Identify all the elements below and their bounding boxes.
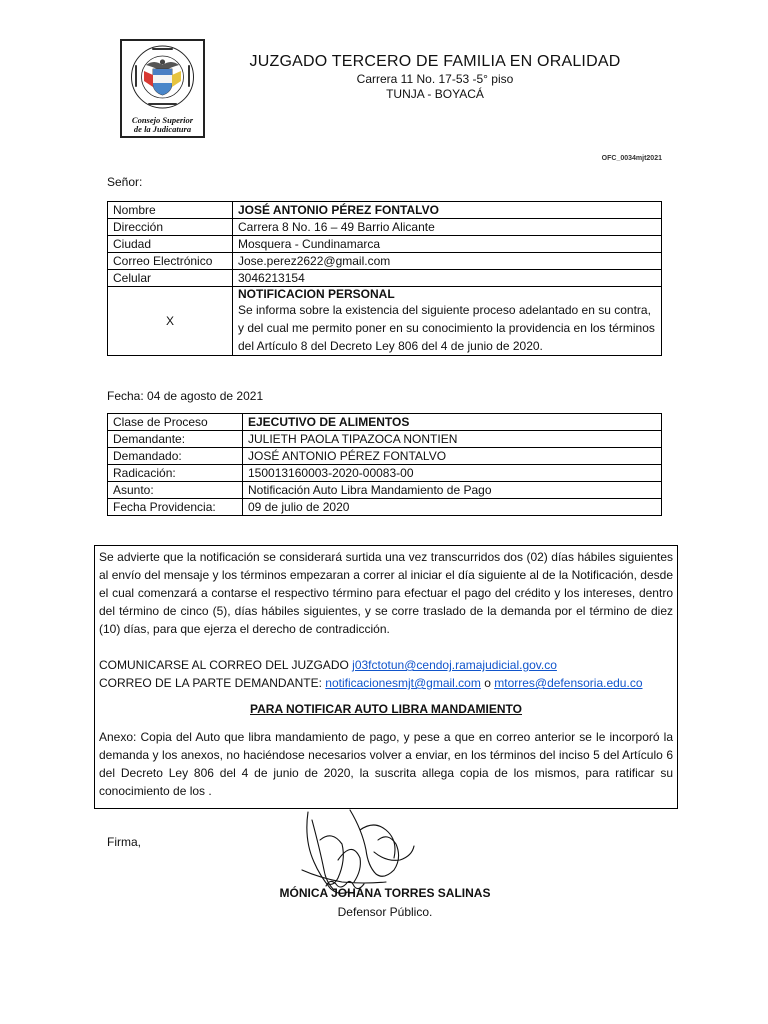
seal-text: RAMA JUDICIAL · REPÚBLICA DE COLOMBIA	[162, 44, 184, 45]
notice-box	[94, 545, 678, 809]
table-row	[108, 414, 662, 431]
process-label: Demandado:	[108, 448, 243, 465]
process-label: Demandante:	[108, 431, 243, 448]
recipient-label: Ciudad	[108, 236, 233, 253]
court-email-label: COMUNICARSE AL CORREO DEL JUZGADO	[99, 658, 349, 672]
judiciary-logo	[120, 39, 205, 138]
recipient-label: Celular	[108, 270, 233, 287]
recipient-value: Jose.perez2622@gmail.com	[233, 253, 662, 270]
process-value: 150013160003-2020-00083-00	[243, 465, 662, 482]
recipient-label: Nombre	[108, 202, 233, 219]
table-row	[108, 448, 662, 465]
process-value: JULIETH PAOLA TIPAZOCA NONTIEN	[243, 431, 662, 448]
table-row	[108, 253, 662, 270]
notification-mark: X	[108, 287, 233, 356]
recipient-value: JOSÉ ANTONIO PÉREZ FONTALVO	[233, 202, 662, 219]
process-value: JOSÉ ANTONIO PÉREZ FONTALVO	[243, 448, 662, 465]
notice-heading: PARA NOTIFICAR AUTO LIBRA MANDAMIENTO	[250, 702, 522, 716]
notice-paragraph: Se advierte que la notificación se considerará surtida una vez transcurridos dos (02) días hábiles siguientes al envío del mensaje y los términos empezaran a correr al iniciar el día siguiente al de la Notificación, desde el cual comenzará a contarse el respectivo término para efectuar el pago del crédito y los intereses, dentro del término de cinco (5), días hábiles siguientes, y se corre traslado de la demanda por el término de diez (10) días, para que ejerza el derecho de contradicción.	[99, 550, 673, 636]
table-row	[108, 219, 662, 236]
table-row	[108, 499, 662, 516]
process-value: 09 de julio de 2020	[243, 499, 662, 516]
plaintiff-email-line	[99, 674, 673, 692]
court-address: Carrera 11 No. 17-53 -5° piso	[356, 72, 514, 86]
date-line: Fecha: 04 de agosto de 2021	[107, 389, 264, 403]
signer-name: MÓNICA JOHANA TORRES SALINAS	[279, 886, 491, 900]
process-label: Radicación:	[108, 465, 243, 482]
plaintiff-email-link-2[interactable]: mtorres@defensoria.edu.co	[494, 676, 643, 690]
annex-paragraph: Anexo: Copia del Auto que libra mandamiento de pago, y pese a que en correo anterior se le incorporó la demanda y los anexos, no haciéndose necesarios volver a enviar, en los términos del inciso 5 del Artículo 6 del Decreto Ley 806 del 4 de junio de 2020, la suscrita allega copia de los mismos, para ratificar su conocimiento de los .	[99, 730, 673, 798]
salutation: Señor:	[107, 175, 143, 189]
court-title: JUZGADO TERCERO DE FAMILIA EN ORALIDAD	[249, 53, 621, 70]
or-text: o	[484, 676, 491, 690]
signature-label: Firma,	[107, 835, 141, 849]
plaintiff-email-link-1[interactable]: notificacionesmjt@gmail.com	[325, 676, 481, 690]
table-row	[108, 465, 662, 482]
recipient-table	[107, 201, 662, 356]
logo-caption-line-2: de la Judicatura	[133, 124, 192, 134]
process-table	[107, 413, 662, 516]
process-value: EJECUTIVO DE ALIMENTOS	[243, 414, 662, 431]
recipient-value: Mosquera - Cundinamarca	[233, 236, 662, 253]
table-row	[108, 482, 662, 499]
notification-text: Se informa sobre la existencia del siguiente proceso adelantado en su contra, y del cual me permito poner en su conocimiento la providencia en los términos del Artículo 8 del Decreto Ley 806 del 4 de junio de 2020.	[238, 303, 655, 353]
court-email-link[interactable]: j03fctotun@cendoj.ramajudicial.gov.co	[352, 658, 557, 672]
table-row	[108, 287, 662, 356]
court-city: TUNJA - BOYACÁ	[386, 87, 484, 101]
recipient-label: Correo Electrónico	[108, 253, 233, 270]
notification-title: NOTIFICACION PERSONAL	[238, 287, 395, 301]
reference-code: OFC_0034mjt2021	[601, 155, 662, 162]
court-email-line	[99, 656, 673, 674]
process-label: Fecha Providencia:	[108, 499, 243, 516]
notification-cell	[233, 287, 662, 356]
recipient-label: Dirección	[108, 219, 233, 236]
process-value: Notificación Auto Libra Mandamiento de Pago	[243, 482, 662, 499]
logo-caption-line-1: Consejo Superior	[131, 115, 194, 125]
recipient-value: Carrera 8 No. 16 – 49 Barrio Alicante	[233, 219, 662, 236]
table-row	[108, 236, 662, 253]
recipient-value: 3046213154	[233, 270, 662, 287]
process-label: Clase de Proceso	[108, 414, 243, 431]
process-label: Asunto:	[108, 482, 243, 499]
plaintiff-email-label: CORREO DE LA PARTE DEMANDANTE:	[99, 676, 322, 690]
table-row	[108, 431, 662, 448]
table-row	[108, 202, 662, 219]
signer-role: Defensor Público.	[337, 905, 433, 919]
table-row	[108, 270, 662, 287]
